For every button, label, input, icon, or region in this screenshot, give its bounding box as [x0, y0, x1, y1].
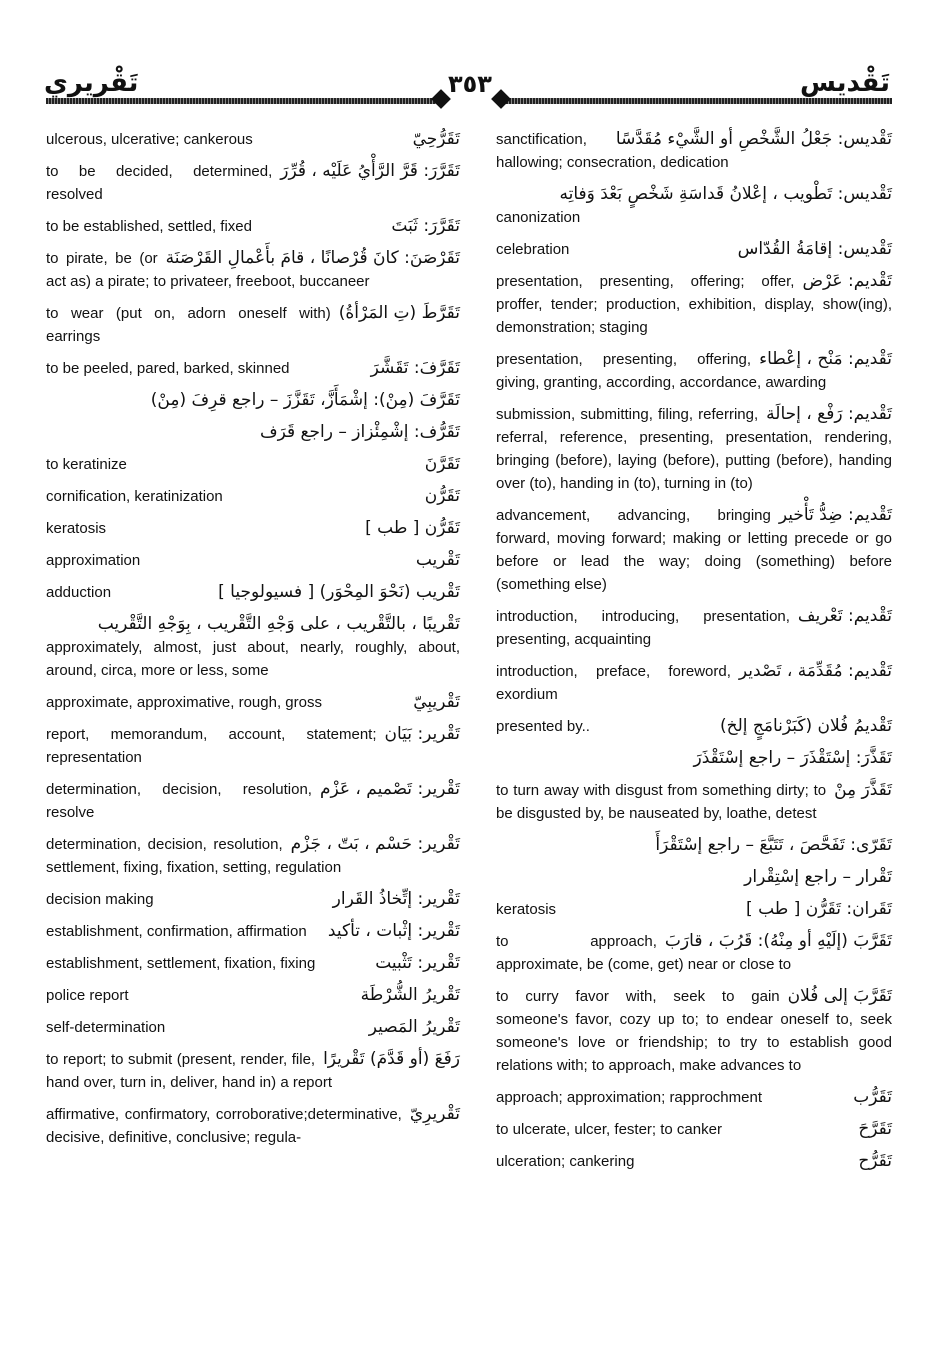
header-rule-left	[46, 96, 442, 106]
dictionary-entry	[496, 715, 892, 738]
dictionary-entry	[496, 183, 892, 229]
arabic-headword: تَقَرَّطَ (تِ المَرْأةُ)	[338, 303, 460, 323]
english-definition: keratosis	[46, 520, 107, 537]
english-definition: determination, decision, resolution, resolve	[46, 781, 312, 821]
arabic-headword: تَقَرَّحَ	[858, 1119, 892, 1139]
header-left-guide-word: تَقْريري	[44, 68, 139, 98]
page-number: ٣٥٣	[448, 70, 492, 98]
header-right-guide-word: تَقْديس	[799, 68, 890, 98]
english-definition: canonization	[496, 209, 581, 226]
arabic-headword: تَقَران: تَقَرُّن [ طب ]	[746, 899, 892, 919]
dictionary-entry	[46, 215, 460, 238]
arabic-headword: تَقْديس: جَعْلُ الشَّخْصِ أو الشَّيْء مُقَدَّسًا	[615, 129, 892, 149]
diamond-ornament-icon	[491, 89, 511, 109]
dictionary-entry	[46, 952, 460, 975]
arabic-headword: تَقْديم: مَنْح ، إعْطاء	[759, 349, 892, 369]
english-definition: to be established, settled, fixed	[46, 218, 252, 235]
english-definition: presentation, presenting, offering; offer, proffer, tender; production, exhibition, display, show(ing), demonstration; staging	[496, 273, 892, 336]
dictionary-entry	[496, 779, 892, 825]
arabic-headword: تَقْريرُ الشُّرْطَة	[360, 985, 460, 1005]
english-definition: adduction	[46, 584, 112, 601]
english-definition: cornification, keratinization	[46, 488, 223, 505]
dictionary-entry	[496, 238, 892, 261]
arabic-headword: تَقْرير: إثْبات ، تأكيد	[327, 921, 460, 941]
arabic-headword: تَقَرَّبَ إلى فُلان	[787, 986, 892, 1006]
arabic-headword: تَقْريبِيّ	[413, 692, 460, 712]
right-column	[496, 128, 892, 1182]
dictionary-entry	[46, 517, 460, 540]
english-definition: sanctification, hallowing; consecration, dedication	[496, 131, 729, 171]
dictionary-entry	[46, 357, 460, 380]
english-definition: celebration	[496, 241, 570, 258]
english-definition: ulceration; cankering	[496, 1153, 635, 1170]
arabic-headword: تَقَذَّرَ مِنْ	[834, 780, 892, 800]
arabic-headword: تَقْريب	[415, 550, 460, 570]
english-definition: decision making	[46, 891, 154, 908]
header-rule-right	[500, 96, 892, 106]
arabic-headword: تَقْريرِيّ	[409, 1104, 460, 1124]
arabic-headword: تَقَرْصَنَ: كانَ قُرْصانًا ، قامَ بأَعْمالِ القَرْصَنَة	[165, 248, 460, 268]
arabic-headword: تَقْريب (نَحْوَ المِحْوَر) [ فسيولوجيا ]	[218, 582, 460, 602]
arabic-headword: تَقَرُّحِيّ	[412, 129, 460, 149]
dictionary-entry	[46, 1048, 460, 1094]
arabic-headword: تَقْديمُ فُلان (كَبَرْنامَجٍ إلخ)	[719, 716, 892, 736]
dictionary-entry	[496, 898, 892, 921]
dictionary-entry	[496, 1086, 892, 1109]
dictionary-entry	[496, 866, 892, 889]
dictionary-entry	[496, 605, 892, 651]
arabic-headword: تَقْريبًا ، بالتَّقْريب ، على وَجْهِ التَّقْريب ، بِوَجْهِ التَّقْريب	[97, 614, 460, 634]
arabic-headword: تَقَذَّرَ: إسْتَقْذَرَ – راجع إسْتَقْذَرَ	[693, 748, 892, 768]
english-definition: presented by..	[496, 718, 590, 735]
dictionary-entry	[496, 348, 892, 394]
dictionary-entry	[496, 660, 892, 706]
arabic-headword: تَقْرار – راجع إسْتِقْرار	[744, 867, 892, 887]
english-definition: to be decided, determined, resolved	[46, 163, 273, 203]
english-definition: approximate, approximative, rough, gross	[46, 694, 322, 711]
english-definition: to pirate, be (or act as) a pirate; to privateer, freeboot, buccaneer	[46, 250, 370, 290]
english-definition: establishment, settlement, fixation, fixing	[46, 955, 316, 972]
dictionary-entry	[46, 984, 460, 1007]
arabic-headword: تَقَرُّب	[853, 1087, 892, 1107]
dictionary-entry	[46, 888, 460, 911]
dictionary-entry	[496, 403, 892, 495]
english-definition: keratosis	[496, 901, 557, 918]
arabic-headword: تَقْديم: مُقَدِّمَة ، تَصْدير	[738, 661, 892, 681]
english-definition: approximately, almost, just about, nearly, roughly, about, around, circa, more or less, some	[46, 639, 460, 679]
english-definition: introduction, preface, foreword, exordium	[496, 663, 731, 703]
english-definition: to wear (put on, adorn oneself with) earrings	[46, 305, 331, 345]
english-definition: report, memorandum, account, statement; representation	[46, 726, 377, 766]
arabic-headword: تَقْديس: تَطْويب ، إعْلانُ قَداسَةِ شَخْصٍ بَعْدَ وَفاتِه	[559, 184, 892, 204]
arabic-headword: تَقَرَّنَ	[424, 454, 460, 474]
dictionary-entry	[46, 302, 460, 348]
dictionary-entry	[496, 128, 892, 174]
arabic-headword: تَقْديم: عَرْض	[802, 271, 892, 291]
english-definition: approximation	[46, 552, 141, 569]
dictionary-entry	[46, 128, 460, 151]
english-definition: affirmative, confirmatory, corroborative;determinative, decisive, definitive, conclusive; regula-	[46, 1106, 402, 1146]
dictionary-entry	[496, 985, 892, 1077]
arabic-headword: تَقَرُّن	[424, 486, 460, 506]
arabic-headword: تَقَرَّفَ: تَقَشَّرَ	[370, 358, 460, 378]
english-definition: advancement, advancing, bringing forward, moving forward; making or letting precede or go before or lead the way; doing (something) before (something else)	[496, 507, 892, 593]
english-definition: to approach, approximate, be (come, get) near or close to	[496, 933, 792, 973]
dictionary-entry	[46, 581, 460, 604]
left-column	[46, 128, 460, 1158]
dictionary-entry	[496, 1118, 892, 1141]
dictionary-entry	[46, 247, 460, 293]
arabic-headword: تَقْديس: إقامَةُ القُدّاس	[737, 239, 892, 259]
english-definition: to turn away with disgust from something dirty; to be disgusted by, be nauseated by, loathe, detest	[496, 782, 827, 822]
english-definition: determination, decision, resolution, settlement, fixing, fixation, setting, regulation	[46, 836, 342, 876]
arabic-headword: تَقْديم: تَعْريف	[797, 606, 892, 626]
dictionary-entry	[496, 1150, 892, 1173]
english-definition: to be peeled, pared, barked, skinned	[46, 360, 290, 377]
arabic-headword: تَقَرُّح	[858, 1151, 892, 1171]
english-definition: to keratinize	[46, 456, 127, 473]
arabic-headword: تَقْرير: بَيَان	[384, 724, 460, 744]
dictionary-entry	[46, 389, 460, 412]
english-definition: introduction, introducing, presentation, presenting, acquainting	[496, 608, 790, 648]
dictionary-entry	[46, 833, 460, 879]
dictionary-entry	[46, 920, 460, 943]
arabic-headword: تَقْرير: حَسْم ، بَتّ ، جَزْم	[290, 834, 460, 854]
english-definition: establishment, confirmation, affirmation	[46, 923, 307, 940]
dictionary-entry	[496, 747, 892, 770]
arabic-headword: تَقَرَّرَ: قَرَّ الرَّأْيُ عَلَيْه ، قُرِّرَ	[280, 161, 460, 181]
arabic-headword: تَقْديم: رَفْع ، إحالَة	[766, 404, 892, 424]
english-definition: police report	[46, 987, 129, 1004]
dictionary-entry	[496, 504, 892, 596]
arabic-headword: تَقَرّى: تَفَحَّصَ ، تَتَبَّعَ – راجع إسْتَقْرَأَ	[655, 835, 892, 855]
dictionary-entry	[46, 549, 460, 572]
dictionary-entry	[46, 691, 460, 714]
arabic-headword: تَقَرُّف: إشْمِئْزاز – راجع قَرَف	[259, 422, 460, 442]
dictionary-entry	[46, 421, 460, 444]
english-definition: ulcerous, ulcerative; cankerous	[46, 131, 253, 148]
arabic-headword: تَقْرير: تَصْميم ، عَزْم	[319, 779, 460, 799]
english-definition: to ulcerate, ulcer, fester; to canker	[496, 1121, 722, 1138]
dictionary-entry	[46, 160, 460, 206]
arabic-headword: تَقْريرُ المَصير	[368, 1017, 460, 1037]
arabic-headword: تَقَرَّفَ (مِنْ): إشْمَأَزَّ، تَقَزَّزَ – راجع قرِفَ (مِنْ)	[150, 390, 460, 410]
dictionary-entry	[46, 453, 460, 476]
dictionary-entry	[46, 723, 460, 769]
dictionary-entry	[46, 485, 460, 508]
english-definition: presentation, presenting, offering, giving, granting, according, accordance, awarding	[496, 351, 827, 391]
arabic-headword: رَفَعَ (أو قَدَّمَ) تَقْريرًا	[323, 1049, 460, 1069]
dictionary-entry	[496, 834, 892, 857]
arabic-headword: تَقْديم: ضِدُّ تَأْخير	[778, 505, 892, 525]
dictionary-entry	[496, 270, 892, 339]
english-definition: to report; to submit (present, render, file, hand over, turn in, deliver, hand in) a report	[46, 1051, 333, 1091]
english-definition: to curry favor with, seek to gain someone's favor, cozy up to; to endear oneself to, seek someone's love or friendship; to try to establish good relations with; to approach, make advances to	[496, 988, 892, 1074]
arabic-headword: تَقْرير: تَثْبيت	[375, 953, 460, 973]
english-definition: approach; approximation; rapprochment	[496, 1089, 762, 1106]
dictionary-entry	[46, 1016, 460, 1039]
english-definition: self-determination	[46, 1019, 166, 1036]
dictionary-entry	[496, 930, 892, 976]
arabic-headword: تَقَرَّرَ: ثَبَتَ	[391, 216, 460, 236]
english-definition: submission, submitting, filing, referring, referral, reference, presenting, presentation, rendering, bringing (before), laying (before), putting (before), handing over (to), handing in (to), turning in (to)	[496, 406, 892, 492]
arabic-headword: تَقْرير: إتِّخاذُ القَرار	[332, 889, 460, 909]
dictionary-entry	[46, 613, 460, 682]
arabic-headword: تَقَرَّبَ (إلَيْهِ أو مِنْهُ): قَرُبَ ، قارَبَ	[664, 931, 892, 951]
arabic-headword: تَقَرُّن [ طب ]	[365, 518, 460, 538]
dictionary-entry	[46, 778, 460, 824]
dictionary-entry	[46, 1103, 460, 1149]
